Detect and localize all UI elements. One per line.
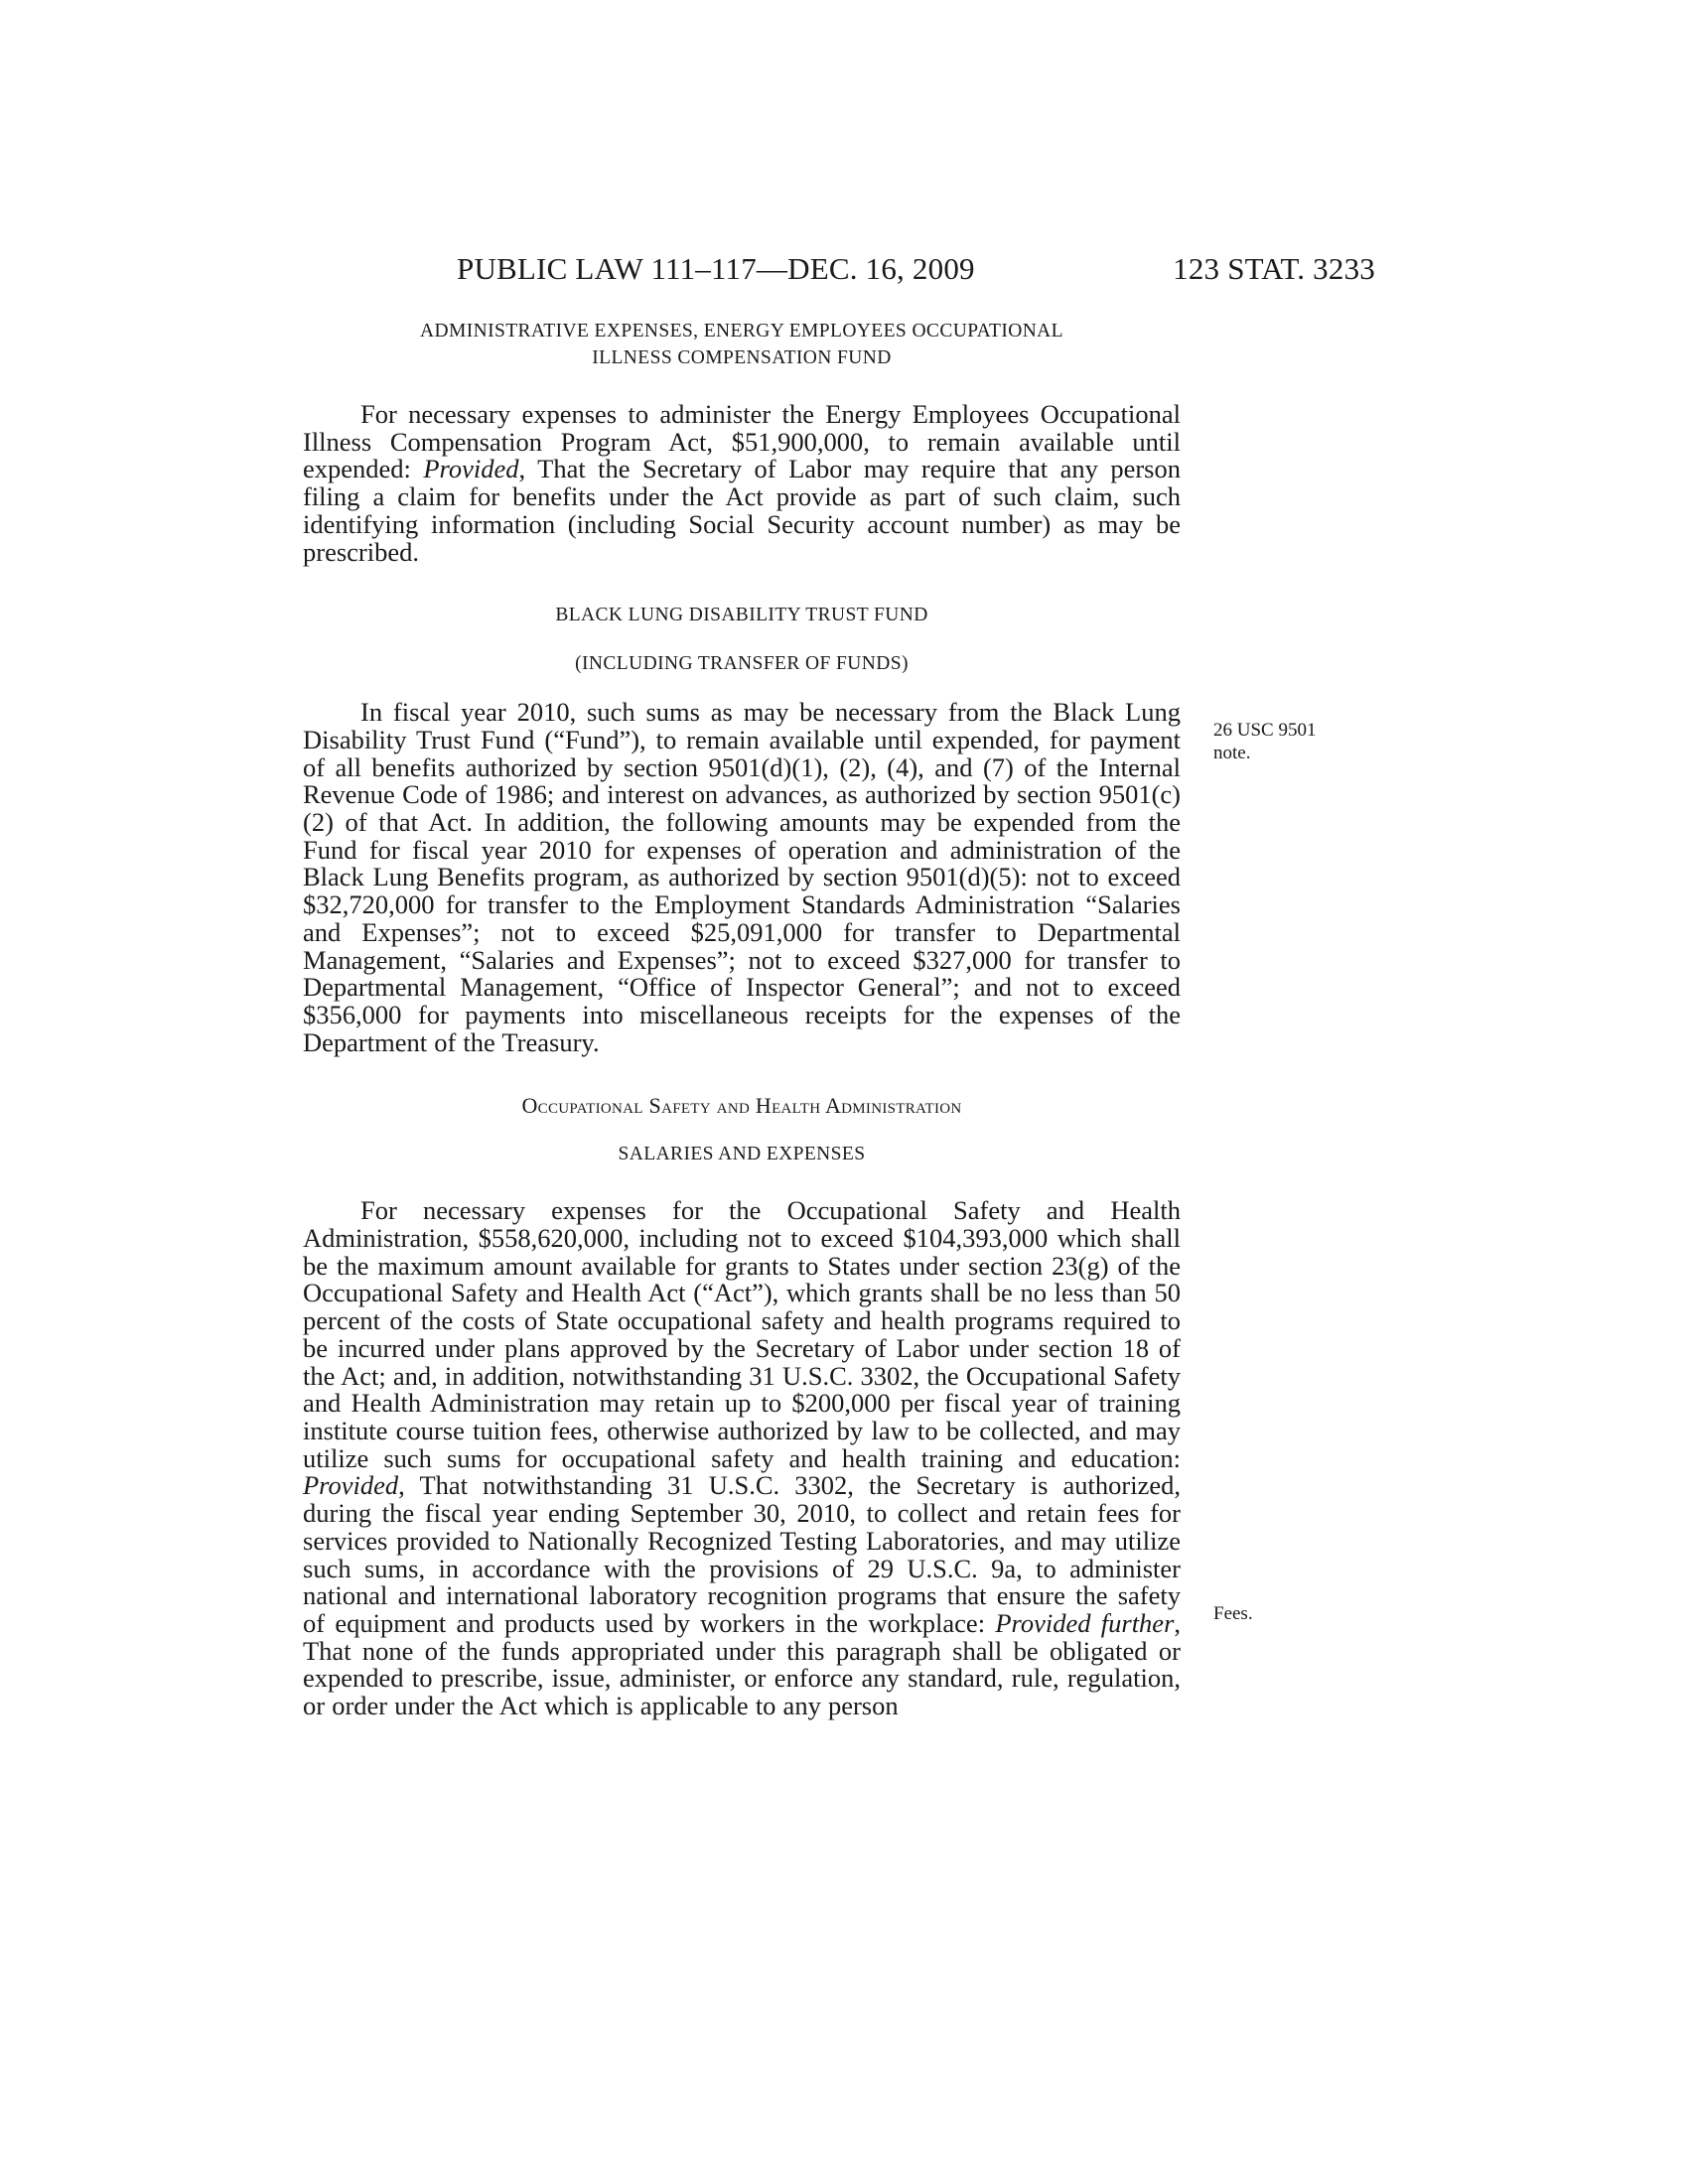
admin-text-a: For necessary expenses to administer the Energy Employees Occupational Illness Compensation Program Act, $51,900,000, to remain available until expended: bbox=[303, 399, 1181, 484]
black-lung-subheading: (INCLUDING TRANSFER OF FUNDS) bbox=[575, 653, 909, 675]
statute-page-number: 123 STAT. 3233 bbox=[1173, 251, 1375, 286]
margin-note-fees: Fees. bbox=[1213, 1603, 1253, 1624]
margin-note-usc bbox=[1213, 719, 1316, 764]
osha-paragraph bbox=[303, 1197, 1181, 1719]
osha-provided: Provided bbox=[303, 1470, 399, 1501]
margin-note-usc-line-1: 26 USC 9501 bbox=[1213, 720, 1317, 741]
admin-provided: Provided bbox=[423, 454, 519, 484]
osha-text-b: , That notwithstanding 31 U.S.C. 3302, the Secretary is authorized, during the fiscal year ending September 30, 2010, to collect and retain fees for services provided to Nationally Recognized Testing Laboratories, and may utilize such sums, in accordance with the provisions of 29 U.S.C. 9a, to administer national and international laboratory recognition programs that ensure the safety of equipment and products used by workers in the workplace: bbox=[303, 1470, 1181, 1638]
osha-provided-further: Provided further bbox=[995, 1607, 1175, 1638]
margin-note-usc-line-2: note. bbox=[1213, 743, 1251, 763]
osha-subheading: SALARIES AND EXPENSES bbox=[618, 1144, 866, 1165]
main-column bbox=[303, 318, 1181, 1720]
admin-expenses-heading-line-2: ILLNESS COMPENSATION FUND bbox=[592, 347, 892, 368]
admin-expenses-paragraph bbox=[303, 401, 1181, 566]
public-law-citation: PUBLIC LAW 111–117—DEC. 16, 2009 bbox=[457, 251, 975, 286]
admin-expenses-heading bbox=[303, 318, 1181, 371]
running-header bbox=[303, 251, 1375, 287]
admin-expenses-heading-line-1: ADMINISTRATIVE EXPENSES, ENERGY EMPLOYEES OCCUPATIONAL bbox=[420, 321, 1063, 341]
black-lung-heading: BLACK LUNG DISABILITY TRUST FUND bbox=[555, 605, 928, 626]
osha-heading: Occupational Safety and Health Administration bbox=[521, 1093, 962, 1119]
osha-text-c: , That none of the funds appropriated under this paragraph shall be obligated or expended to prescribe, issue, administer, or enforce any standard, rule, regulation, or order under the Act which is applicable to any person bbox=[303, 1607, 1182, 1721]
black-lung-paragraph: In fiscal year 2010, such sums as may be necessary from the Black Lung Disability Trust Fund (“Fund”), to remain available until expended, for payment of all benefits authorized by section 9501(d)(1), (2), (4), and (7) of the Internal Revenue Code of 1986; and interest on advances, as authorized by section 9501(c)(2) of that Act. In addition, the following amounts may be expended from the Fund for fiscal year 2010 for expenses of operation and administration of the Black Lung Benefits program, as authorized by section 9501(d)(5): not to exceed $32,720,000 for transfer to the Employment Standards Administration “Salaries and Expenses”; not to exceed $25,091,000 for transfer to Departmental Management, “Salaries and Expenses”; not to exceed $327,000 for transfer to Departmental Management, “Office of Inspector General”; and not to exceed $356,000 for payments into miscellaneous receipts for the expenses of the Department of the Treasury. bbox=[303, 697, 1181, 1057]
osha-text-a: For necessary expenses for the Occupational Safety and Health Administration, $558,620,000, including not to exceed $104,393,000 which shall be the maximum amount available for grants to States under section 23(g) of the Occupational Safety and Health Act (“Act”), which grants shall be no less than 50 percent of the costs of State occupational safety and health programs required to be incurred under plans approved by the Secretary of Labor under section 18 of the Act; and, in addition, notwithstanding 31 U.S.C. 3302, the Occupational Safety and Health Administration may retain up to $200,000 per fiscal year of training institute course tuition fees, otherwise authorized by law to be collected, and may utilize such sums for occupational safety and health training and education: bbox=[303, 1195, 1181, 1473]
admin-text-b: , That the Secretary of Labor may require that any person filing a claim for benefits under the Act provide as part of such claim, such identifying information (including Social Security account number) as may be prescribed. bbox=[303, 454, 1181, 567]
